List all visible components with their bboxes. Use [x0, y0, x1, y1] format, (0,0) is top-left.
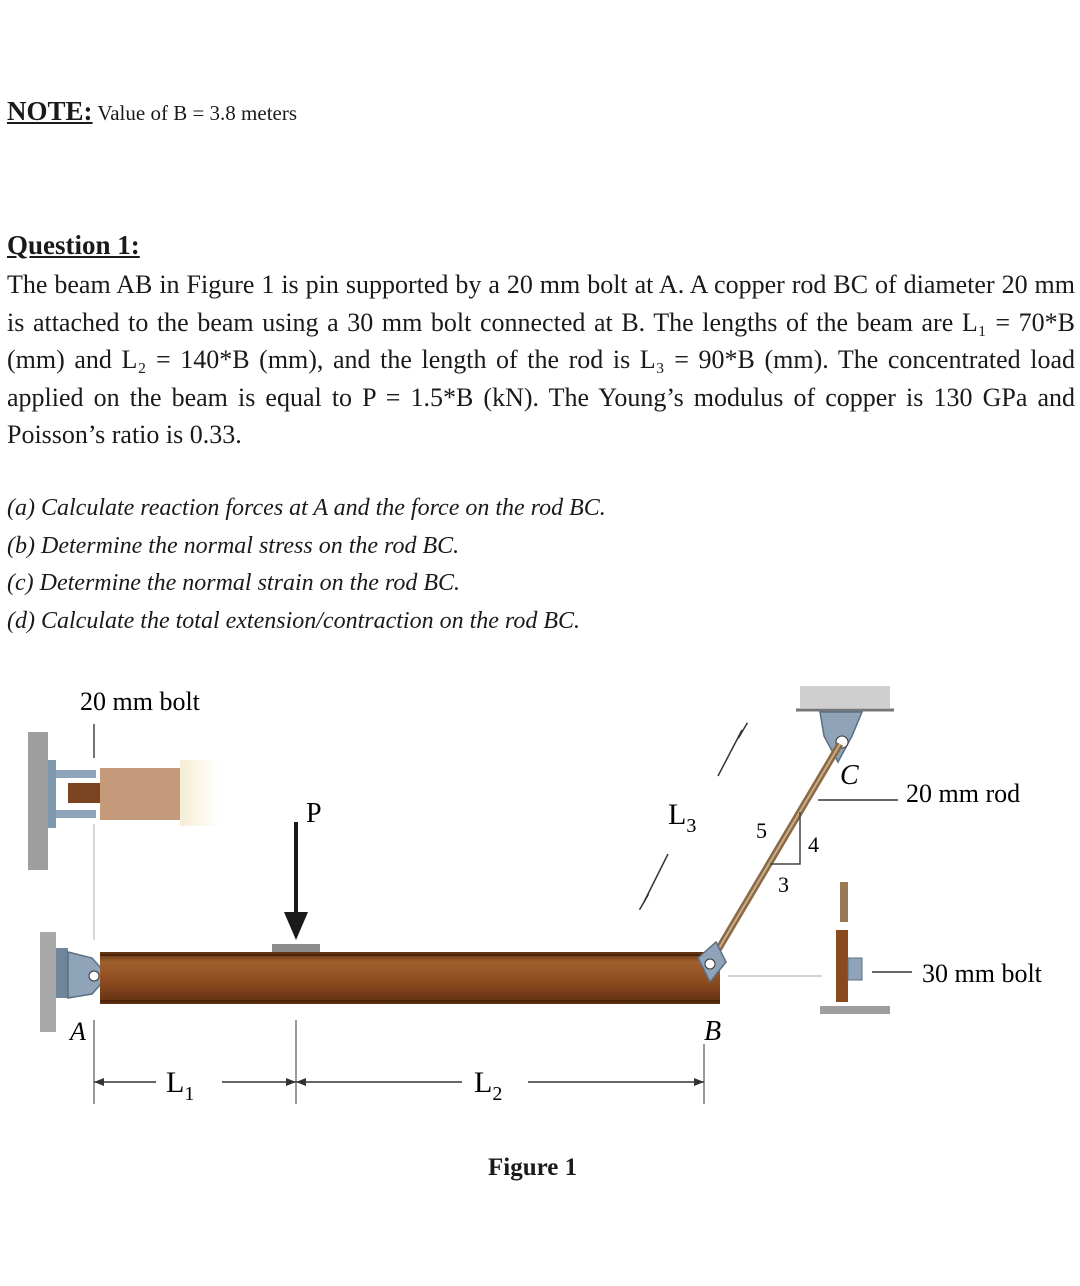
pin-a	[89, 971, 99, 981]
load-plate	[272, 944, 320, 952]
dim-l2-arrow-left	[296, 1078, 306, 1086]
part-a: (a) Calculate reaction forces at A and the force on the rod BC.	[7, 495, 606, 521]
label-l1: $L_1$	[166, 1066, 195, 1105]
support-plate-a	[56, 948, 68, 998]
label-30mm-bolt: 30 mm bolt	[922, 959, 1042, 988]
l3-dim-tick-upper	[738, 723, 747, 739]
question-body: The beam AB in Figure 1 is pin supported by a 20 mm bolt at A. A copper rod BC of diameter 20 mm is attached to the beam using a 30 mm bolt connected at B. The lengths of the beam are L₁ = 70*B (mm) and L₂ = 140*B (mm), and the length of the rod is L₃ = 90*B (mm). The concentrated load applied on the beam is equal to P = 1.5*B (kN). The Young’s modulus of copper is 130 GPa and Poisson’s ratio is 0.33.	[7, 270, 1075, 449]
beam-end-fade	[180, 760, 220, 826]
label-c: C	[840, 760, 859, 791]
label-l2: $L_2$	[474, 1066, 503, 1105]
part-c: (c) Determine the normal strain on the rod BC.	[7, 570, 461, 596]
beam-end-detail	[100, 768, 180, 820]
l3-dim-tick-lower	[640, 894, 649, 910]
figure-caption: Figure 1	[488, 1154, 578, 1181]
bracket-flange-detail-upper	[56, 770, 96, 778]
label-20mm-bolt: 20 mm bolt	[80, 687, 200, 716]
bolt-b-base	[820, 1006, 890, 1014]
wall-a	[40, 932, 56, 1032]
ceiling-c	[800, 686, 890, 708]
dim-l1-arrow-right	[286, 1078, 296, 1086]
load-arrow-head	[284, 912, 308, 940]
part-d: (d) Calculate the total extension/contraction on the rod BC.	[7, 607, 581, 634]
part-b: (b) Determine the normal stress on the rod BC.	[7, 532, 460, 559]
rod-bc-highlight	[712, 744, 840, 960]
dim-l1-arrow-left	[94, 1078, 104, 1086]
question-heading: Question 1:	[7, 230, 140, 260]
bolt-b-detail	[848, 958, 862, 980]
bracket-flange-detail-lower	[56, 810, 96, 818]
note-label: NOTE:	[7, 96, 93, 126]
note	[7, 96, 297, 127]
bracket-plate-detail	[48, 760, 56, 828]
bolt-detail	[68, 783, 100, 803]
figure-1-diagram	[0, 670, 1080, 1210]
question-parts	[7, 490, 606, 640]
rod-end-detail	[840, 882, 848, 922]
beam-ab	[100, 952, 720, 1004]
label-20mm-rod: 20 mm rod	[906, 779, 1021, 808]
label-l3: $L_3$	[668, 798, 697, 837]
label-b: B	[704, 1016, 722, 1047]
wall-top-left	[28, 732, 48, 870]
pin-b	[705, 959, 715, 969]
label-a: A	[70, 1017, 86, 1046]
beam-section-detail	[836, 930, 848, 1002]
dim-l2-arrow-right	[694, 1078, 704, 1086]
label-slope-5: 5	[756, 818, 767, 843]
label-p: P	[306, 798, 322, 829]
label-slope-4: 4	[808, 832, 819, 857]
note-text: Value of B = 3.8 meters	[97, 101, 298, 125]
label-slope-3: 3	[778, 872, 789, 897]
